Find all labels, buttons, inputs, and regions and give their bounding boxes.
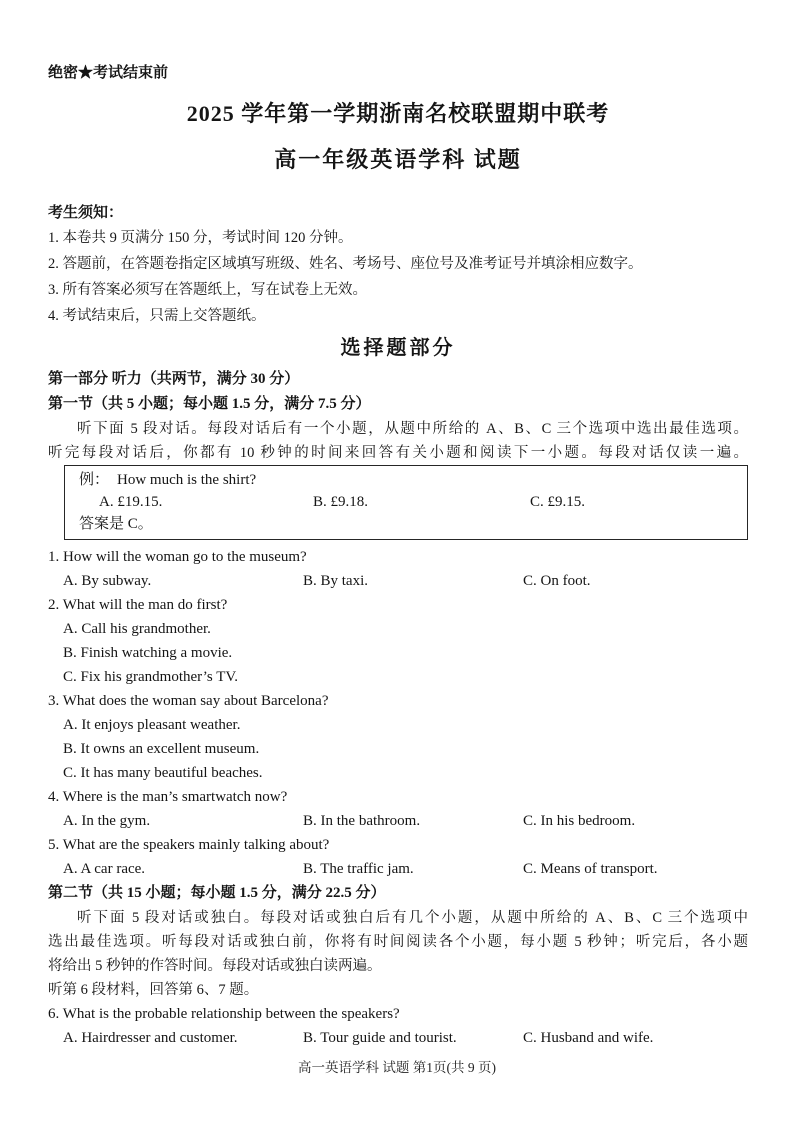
question-6-text: What is the probable relationship between the speakers? (62, 1006, 400, 1022)
question-6 (48, 1002, 748, 1026)
notice-item-1: 1. 本卷共 9 页满分 150 分，考试时间 120 分钟。 (48, 230, 353, 246)
question-5-number: 5. (48, 837, 60, 853)
question-5-option-b: B. The traffic jam. (303, 861, 414, 877)
question-4-option-c: C. In his bedroom. (523, 813, 636, 829)
section1-intro-line-1: 听下面 5 段对话。每段对话后有一个小题，从题中所给的 A、B、C 三个选项中选出最佳选项。 (77, 421, 748, 437)
question-2 (48, 593, 748, 617)
question-2-option-c: C. Fix his grandmother’s TV. (63, 669, 239, 685)
section2-intro-line-1: 听下面 5 段对话或独白。每段对话或独白后有几个小题，从题中所给的 A、B、C 三个选项中 (77, 910, 748, 926)
question-3-option-b: B. It owns an excellent museum. (63, 741, 260, 757)
choice-section-title: 选择题部分 (340, 337, 456, 359)
exam-subtitle: 高一年级英语学科 试题 (274, 147, 522, 172)
material-note: 听第 6 段材料，回答第 6、7 题。 (48, 982, 259, 998)
notice-item-4: 4. 考试结束后，只需上交答题纸。 (48, 308, 266, 324)
question-1 (48, 545, 748, 569)
question-3-option-c: C. It has many beautiful beaches. (63, 765, 263, 781)
question-5-option-a: A. A car race. (63, 861, 146, 877)
section2-intro-line-3: 将给出 5 秒钟的作答时间。每段对话或独白读两遍。 (48, 958, 382, 974)
question-4-option-b: B. In the bathroom. (303, 813, 421, 829)
example-options-row (79, 491, 737, 513)
question-1-options (48, 569, 748, 593)
example-box (64, 465, 748, 540)
question-3-option-a: A. It enjoys pleasant weather. (63, 717, 241, 733)
question-3-number: 3. (48, 693, 60, 709)
question-5-options (48, 857, 748, 881)
page-footer: 高一英语学科 试题 第1页(共 9 页) (298, 1060, 496, 1075)
exam-title: 2025 学年第一学期浙南名校联盟期中联考 (186, 101, 610, 126)
question-2-text: What will the man do first? (62, 597, 228, 613)
question-4 (48, 785, 748, 809)
question-3-text: What does the woman say about Barcelona? (62, 693, 329, 709)
question-4-option-a: A. In the gym. (63, 813, 151, 829)
example-answer: 答案是 C。 (79, 516, 153, 532)
question-6-number: 6. (48, 1006, 60, 1022)
question-2-number: 2. (48, 597, 60, 613)
question-4-number: 4. (48, 789, 60, 805)
question-2-option-a: A. Call his grandmother. (63, 621, 211, 637)
example-option-b: B. £9.18. (313, 494, 369, 510)
question-6-options (48, 1026, 748, 1050)
example-option-c: C. £9.15. (530, 494, 586, 510)
question-5 (48, 833, 748, 857)
section2-intro-line-2: 选出最佳选项。听每段对话或独白前，你将有时间阅读各个小题，每小题 5 秒钟；听完后，各小题 (48, 934, 748, 950)
question-1-option-a: A. By subway. (63, 573, 152, 589)
question-2-option-b: B. Finish watching a movie. (63, 645, 233, 661)
notice-item-3: 3. 所有答案必须写在答题纸上，写在试卷上无效。 (48, 282, 367, 298)
secrecy-label: 绝密★考试结束前 (48, 65, 169, 81)
question-1-option-b: B. By taxi. (303, 573, 369, 589)
notice-heading: 考生须知： (48, 205, 124, 221)
part1-heading: 第一部分 听力（共两节，满分 30 分） (48, 371, 300, 387)
section1-heading: 第一节（共 5 小题；每小题 1.5 分，满分 7.5 分） (48, 396, 371, 412)
example-option-a: A. £19.15. (99, 494, 163, 510)
question-4-options (48, 809, 748, 833)
question-3 (48, 689, 748, 713)
example-question-line (79, 469, 737, 491)
example-label: 例： (79, 472, 110, 488)
example-question: How much is the shirt? (117, 472, 257, 488)
question-5-text: What are the speakers mainly talking about? (62, 837, 330, 853)
question-5-option-c: C. Means of transport. (523, 861, 658, 877)
section1-intro-line-2: 听完每段对话后，你都有 10 秒钟的时间来回答有关小题和阅读下一小题。每段对话仅读一遍。 (48, 445, 748, 461)
question-1-option-c: C. On foot. (523, 573, 591, 589)
question-6-option-b: B. Tour guide and tourist. (303, 1030, 457, 1046)
question-1-text: How will the woman go to the museum? (63, 549, 307, 565)
notice-item-2: 2. 答题前，在答题卷指定区域填写班级、姓名、考场号、座位号及准考证号并填涂相应数字。 (48, 256, 643, 272)
question-1-number: 1. (48, 549, 60, 565)
section2-heading: 第二节（共 15 小题；每小题 1.5 分，满分 22.5 分） (48, 885, 386, 901)
question-4-text: Where is the man’s smartwatch now? (62, 789, 288, 805)
question-6-option-a: A. Hairdresser and customer. (63, 1030, 238, 1046)
question-6-option-c: C. Husband and wife. (523, 1030, 654, 1046)
